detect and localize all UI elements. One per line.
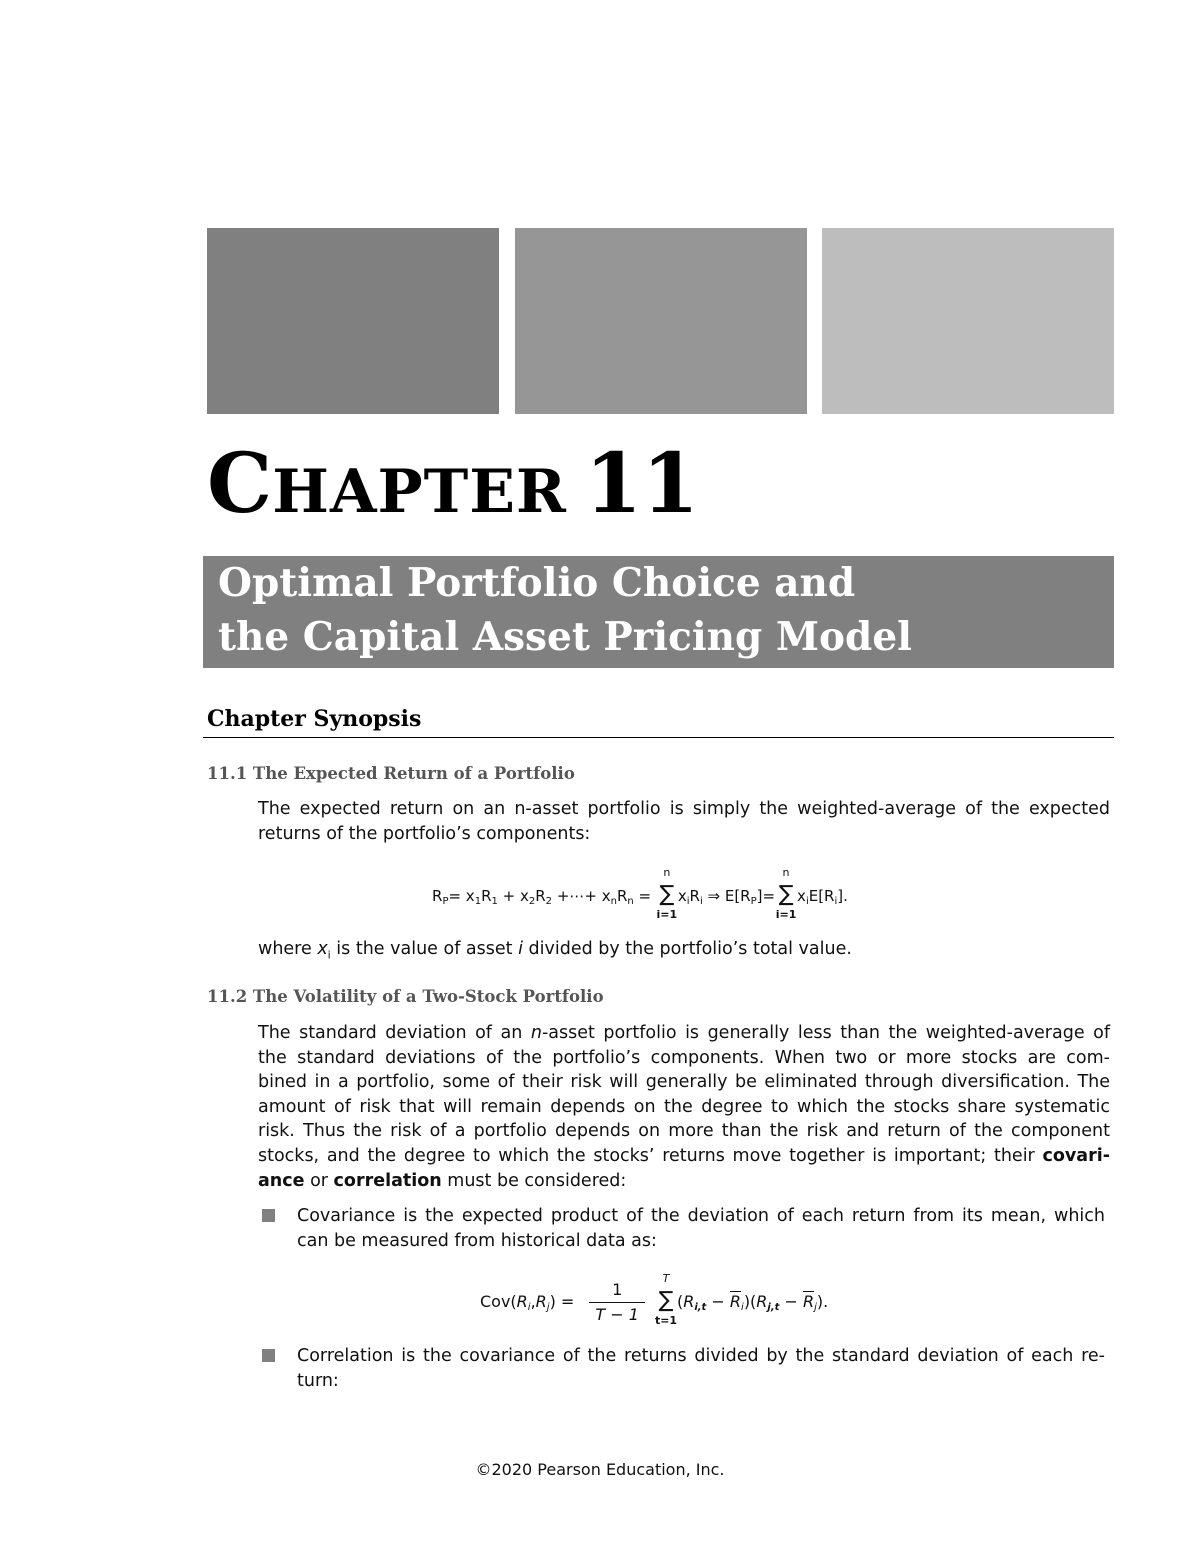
- section-11-2-paragraph: [258, 1021, 1110, 1193]
- chapter-heading-initial: C: [207, 436, 273, 532]
- summation-symbol: n ∑ i=1: [775, 866, 797, 921]
- paragraph-line: the standard deviations of the portfolio’s components. When two or more stocks are com-: [258, 1047, 1110, 1068]
- paragraph-line: returns of the portfolio’s components:: [258, 823, 591, 844]
- chapter-title-line-2: the Capital Asset Pricing Model: [218, 614, 912, 660]
- bullet-line: Covariance is the expected product of the deviation of each return from its mean, which: [297, 1206, 1105, 1226]
- section-11-1-paragraph: [258, 797, 1110, 846]
- correlation-bullet: [297, 1344, 1105, 1393]
- paragraph-line: bined in a portfolio, some of their risk will generally be eliminated through diversification. The: [258, 1072, 1110, 1093]
- section-heading-11-2: 11.2 The Volatility of a Two-Stock Portfolio: [207, 987, 604, 1006]
- section-11-1-note: where $x_i$ is the value of asset i divided by the portfolio’s total value.: [258, 939, 852, 962]
- paragraph-line: The standard deviation of an n-asset portfolio is generally less than the weighted-average of: [258, 1023, 1110, 1043]
- paragraph-line: The expected return on an n-asset portfolio is simply the weighted-average of the expected: [258, 799, 1110, 819]
- synopsis-heading: Chapter Synopsis: [207, 706, 422, 732]
- header-block-dark: [207, 228, 499, 414]
- bullet-line: turn:: [297, 1370, 339, 1391]
- bullet-square-icon: [262, 1209, 275, 1222]
- bullet-line: Correlation is the covariance of the returns divided by the standard deviation of each re-: [297, 1346, 1105, 1366]
- paragraph-line: amount of risk that will remain depends on the degree to which the stocks share systematic: [258, 1096, 1110, 1117]
- header-block-medium: [515, 228, 807, 414]
- summation-symbol: n ∑ i=1: [656, 866, 678, 921]
- paragraph-line: risk. Thus the risk of a portfolio depends on more than the risk and return of the component: [258, 1121, 1110, 1142]
- bullet-line: can be measured from historical data as:: [297, 1230, 657, 1251]
- bullet-square-icon: [262, 1349, 275, 1362]
- chapter-heading-word: HAPTER: [272, 457, 567, 527]
- chapter-title-band: [203, 556, 1114, 668]
- paragraph-line: ance or correlation must be considered:: [258, 1170, 627, 1191]
- fraction: $\frac{1}{T - 1}$: [589, 1278, 645, 1327]
- portfolio-return-equation: $R_P= x_1R_1 + x_2R_2$ +⋯+ $x_nR_n$ = n ∑ i=1 $x_iR_i$ ⇒ $E[R_P]=$ n ∑ i=1 $x_iE[R_i]$.: [432, 866, 848, 921]
- chapter-title-line-1: Optimal Portfolio Choice and: [218, 560, 856, 606]
- covariance-bullet: [297, 1204, 1105, 1253]
- term-correlation: correlation: [333, 1170, 442, 1191]
- covariance-equation: $Cov(R_i,R_j)$ = $\frac{1}{T - 1}$ T ∑ t=1 $(R_{i,t} - \overline{R}_i)(R_{j,t} - \overline{R}_j)$.: [480, 1272, 829, 1327]
- header-block-light: [822, 228, 1114, 414]
- term-covariance: covari-: [1042, 1145, 1110, 1166]
- chapter-number: 11: [584, 436, 699, 532]
- summation-symbol: T ∑ t=1: [654, 1272, 678, 1327]
- copyright-footer: ©2020 Pearson Education, Inc.: [475, 1460, 725, 1479]
- chapter-heading: [207, 436, 699, 532]
- section-heading-11-1: 11.1 The Expected Return of a Portfolio: [207, 764, 575, 783]
- synopsis-rule: [203, 737, 1114, 738]
- paragraph-line: stocks, and the degree to which the stocks’ returns move together is important; their covari-: [258, 1145, 1110, 1166]
